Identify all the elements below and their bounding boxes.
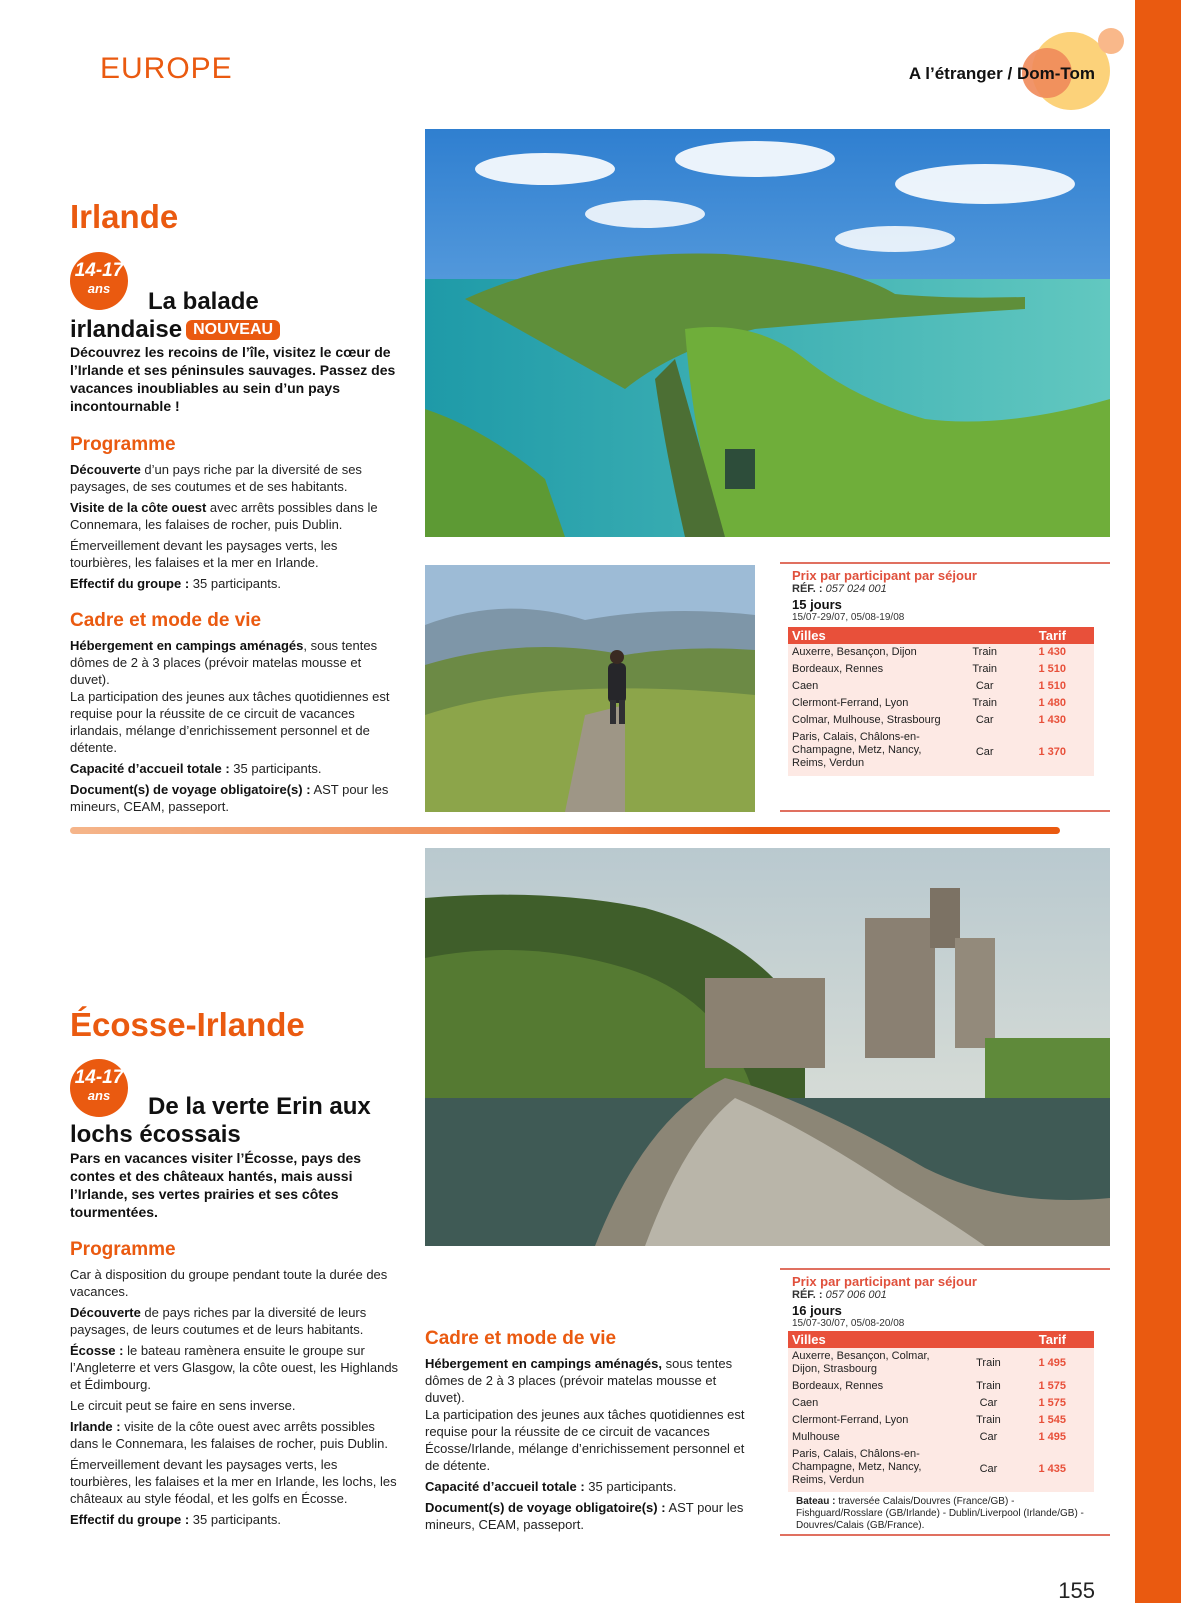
country-title: Irlande: [70, 198, 179, 235]
cadre-heading: Cadre et mode de vie: [70, 610, 262, 631]
decor-circle-small: [1098, 28, 1124, 54]
table-row: Colmar, Mulhouse, Strasbourg Car 1 430: [788, 712, 1094, 729]
cadre-item: Capacité d’accueil totale : 35 participants.: [425, 1479, 677, 1494]
column-header-price: Tarif: [1017, 627, 1094, 644]
photo-castle: [425, 848, 1110, 1246]
country-title: Écosse-Irlande: [70, 1006, 305, 1043]
cadre-heading: Cadre et mode de vie: [425, 1328, 617, 1349]
trip-title-line2: lochs écossais: [70, 1121, 241, 1148]
programme-item: Émerveillement devant les paysages verts, les tourbières, les falaises et la mer en Irlande.: [70, 538, 338, 570]
programme-item: Visite de la côte ouest avec arrêts possibles dans le Connemara, les falaises de rocher, puis Dublin.: [70, 500, 378, 532]
dates: 15/07-29/07, 05/08-19/08: [792, 612, 905, 623]
side-color-band: [1135, 0, 1181, 1603]
programme-item: Écosse : le bateau ramènera ensuite le groupe sur l’Angleterre et vers Glasgow, la côte ouest, les Highlands et Édimbourg.: [70, 1343, 399, 1392]
table-row: Auxerre, Besançon, Dijon Train 1 430: [788, 644, 1094, 661]
abroad-label: A l’étranger /: [908, 64, 1013, 83]
section-divider: [70, 827, 1060, 834]
new-badge: NOUVEAU: [186, 320, 280, 340]
cadre-text: [425, 1355, 755, 1537]
cadre-item: La participation des jeunes aux tâches quotidiennes est requise pour la réussite de ce circuit de vacances Écosse/Irlande, mélange d’enrichissement personnel et de détente.: [425, 1407, 745, 1473]
duration: 15 jours: [792, 597, 842, 612]
table-row: Clermont-Ferrand, Lyon Train 1 545: [788, 1412, 1094, 1429]
trip-title-line1: De la verte Erin aux: [148, 1093, 371, 1120]
age-range: 14-17: [74, 260, 124, 281]
programme-item: Irlande : visite de la côte ouest avec arrêts possibles dans le Connemara, les falaises de rocher, puis Dublin.: [70, 1419, 388, 1451]
cadre-item: Hébergement en campings aménagés, sous tentes dômes de 2 à 3 places (prévoir matelas mousse et duvet).: [425, 1356, 733, 1405]
age-badge: [70, 252, 128, 310]
programme-text: [70, 1266, 400, 1532]
price-heading: Prix par participant par séjour: [792, 1274, 977, 1289]
price-box: [780, 562, 1110, 812]
age-unit: ans: [87, 1088, 111, 1103]
programme-heading: Programme: [70, 1239, 176, 1260]
programme-item: Découverte d’un pays riche par la diversité de ses paysages, de ses coutumes et de ses habitants.: [70, 462, 362, 494]
price-table: [788, 627, 1094, 776]
table-row: Caen Car 1 575: [788, 1395, 1094, 1412]
photo-hiker: [425, 565, 755, 812]
age-unit: ans: [87, 281, 111, 296]
cadre-item: Hébergement en campings aménagés, sous tentes dômes de 2 à 3 places (prévoir matelas mousse et duvet).: [70, 638, 378, 687]
cadre-item: La participation des jeunes aux tâches quotidiennes est requise pour la réussite de ce circuit de vacances irlandais, mélange d’enrichissement personnel et de détente.: [70, 689, 390, 755]
table-row: Caen Car 1 510: [788, 678, 1094, 695]
duration: 16 jours: [792, 1303, 842, 1318]
price-table: [788, 1331, 1094, 1492]
section-title: EUROPE: [100, 52, 233, 85]
table-row: Clermont-Ferrand, Lyon Train 1 480: [788, 695, 1094, 712]
price-box: [780, 1268, 1110, 1536]
trip-title-text: irlandaise: [70, 316, 183, 343]
cadre-item: Document(s) de voyage obligatoire(s) : AST pour les mineurs, CEAM, passeport.: [70, 782, 389, 814]
header-category: [909, 64, 1095, 84]
domtom-label: Dom-Tom: [1016, 64, 1095, 83]
ferry-note: Bateau : traversée Calais/Douvres (France/GB) - Fishguard/Rosslare (GB/Irlande) - Dublin/Liverpool (Irlande/GB) - Douvres/Calais (GB/France).: [796, 1496, 1084, 1531]
price-heading: Prix par participant par séjour: [792, 568, 977, 583]
age-range: 14-17: [74, 1067, 124, 1088]
reference: RÉF. : 057 006 001: [792, 1289, 887, 1301]
column-header-city: Villes: [788, 1331, 1020, 1348]
cadre-item: Document(s) de voyage obligatoire(s) : AST pour les mineurs, CEAM, passeport.: [425, 1500, 744, 1532]
table-row: Paris, Calais, Châlons-en-Champagne, Metz, Nancy, Reims, Verdun Car 1 435: [788, 1446, 1094, 1492]
programme-text: [70, 461, 400, 596]
photo-irish-coast: [425, 129, 1110, 537]
trip-intro: Découvrez les recoins de l’île, visitez le cœur de l’Irlande et ses péninsules sauvages. Passez des vacances inoubliables au sein d’un pays incontournable !: [70, 344, 396, 414]
cadre-text: [70, 637, 400, 819]
table-row: Bordeaux, Rennes Train 1 510: [788, 661, 1094, 678]
trip-title-line1: La balade: [148, 288, 259, 315]
dates: 15/07-30/07, 05/08-20/08: [792, 1318, 905, 1329]
trip-title-line2: [70, 316, 280, 344]
programme-item: Car à disposition du groupe pendant toute la durée des vacances.: [70, 1267, 388, 1299]
programme-item: Effectif du groupe : 35 participants.: [70, 576, 281, 591]
cadre-item: Capacité d’accueil totale : 35 participants.: [70, 761, 322, 776]
trip-intro: Pars en vacances visiter l’Écosse, pays des contes et des châteaux hantés, mais aussi l’Irlande, ses vertes prairies et ses côtes tourmentées.: [70, 1150, 362, 1220]
programme-item: Le circuit peut se faire en sens inverse.: [70, 1398, 296, 1413]
table-row: Bordeaux, Rennes Train 1 575: [788, 1378, 1094, 1395]
table-row: Auxerre, Besançon, Colmar, Dijon, Strasbourg Train 1 495: [788, 1348, 1094, 1378]
reference: RÉF. : 057 024 001: [792, 583, 887, 595]
age-badge: [70, 1059, 128, 1117]
page-number: 155: [1058, 1578, 1095, 1603]
table-row: Mulhouse Car 1 495: [788, 1429, 1094, 1446]
table-row: Paris, Calais, Châlons-en-Champagne, Metz, Nancy, Reims, Verdun Car 1 370: [788, 729, 1094, 776]
programme-heading: Programme: [70, 434, 176, 455]
column-header-city: Villes: [788, 627, 1017, 644]
programme-item: Effectif du groupe : 35 participants.: [70, 1512, 281, 1527]
programme-item: Émerveillement devant les paysages verts, les tourbières, les falaises et la mer en Irlande, les lochs, les châteaux au style féodal, et les golfs en Écosse.: [70, 1457, 397, 1506]
column-header-price: Tarif: [1020, 1331, 1094, 1348]
programme-item: Découverte de pays riches par la diversité de leurs paysages, de leurs coutumes et de leurs habitants.: [70, 1305, 367, 1337]
